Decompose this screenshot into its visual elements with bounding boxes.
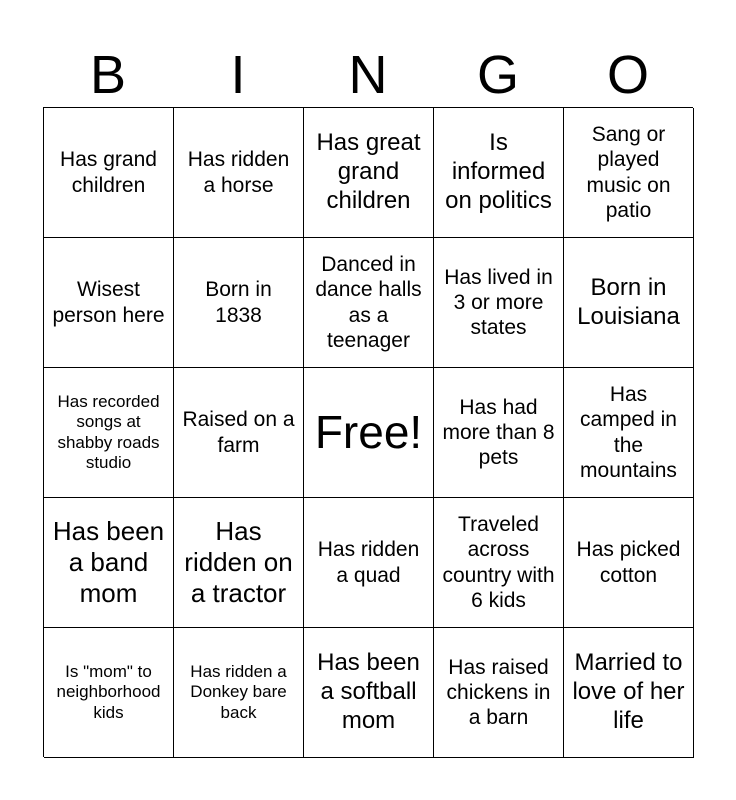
cell-text: Has picked cotton: [576, 538, 681, 587]
bingo-cell-i3[interactable]: [174, 368, 304, 498]
cell-text: Is informed on politics: [445, 129, 552, 214]
bingo-cell-g3[interactable]: [434, 368, 564, 498]
cell-text: Danced in dance halls as a teenager: [315, 253, 422, 352]
cell-text: Married to love of her life: [572, 649, 685, 734]
cell-text: Has recorded songs at shabby roads studio: [57, 391, 160, 472]
cell-text: Has ridden a quad: [317, 538, 420, 587]
cell-text: Is "mom" to neighborhood kids: [56, 661, 161, 722]
bingo-cell-i5[interactable]: [174, 628, 304, 758]
cell-text: Has grand children: [60, 148, 157, 197]
cell-text: Traveled across country with 6 kids: [442, 513, 555, 612]
cell-text: Has been a softball mom: [317, 649, 420, 734]
bingo-cell-i2[interactable]: [174, 238, 304, 368]
bingo-cell-i1[interactable]: [174, 108, 304, 238]
cell-text: Has raised chickens in a barn: [446, 655, 551, 730]
cell-text: Wisest person here: [52, 278, 165, 327]
cell-text: Has had more than 8 pets: [442, 395, 555, 470]
header-letter-b: B: [89, 45, 127, 105]
cell-text: Sang or played music on patio: [586, 123, 671, 222]
header-letter-n: N: [348, 45, 388, 105]
cell-text: Born in Louisiana: [577, 273, 680, 330]
cell-text: Born in 1838: [205, 278, 272, 327]
bingo-cell-n1[interactable]: [304, 108, 434, 238]
bingo-cell-b3[interactable]: [44, 368, 174, 498]
bingo-board: [43, 107, 693, 757]
bingo-cell-o4[interactable]: [564, 498, 694, 628]
bingo-cell-n5[interactable]: [304, 628, 434, 758]
bingo-cell-free[interactable]: [304, 368, 434, 498]
bingo-cell-n4[interactable]: [304, 498, 434, 628]
bingo-cell-g4[interactable]: [434, 498, 564, 628]
bingo-cell-g5[interactable]: [434, 628, 564, 758]
bingo-cell-o1[interactable]: [564, 108, 694, 238]
cell-text: Raised on a farm: [182, 408, 295, 457]
bingo-cell-b2[interactable]: [44, 238, 174, 368]
cell-text: Has ridden on a tractor: [184, 515, 293, 609]
bingo-cell-i4[interactable]: [174, 498, 304, 628]
bingo-cell-b5[interactable]: [44, 628, 174, 758]
free-space-text: Free!: [314, 405, 423, 458]
cell-text: Has great grand children: [316, 129, 421, 214]
cell-text: Has been a band mom: [52, 515, 165, 609]
bingo-cell-n2[interactable]: [304, 238, 434, 368]
cell-text: Has lived in 3 or more states: [444, 265, 553, 340]
header-letter-o: O: [606, 45, 649, 105]
bingo-cell-b1[interactable]: [44, 108, 174, 238]
bingo-cell-g2[interactable]: [434, 238, 564, 368]
bingo-cell-o3[interactable]: [564, 368, 694, 498]
header-letter-i: I: [230, 45, 246, 105]
cell-text: Has ridden a horse: [187, 148, 290, 197]
bingo-cell-o5[interactable]: [564, 628, 694, 758]
cell-text: Has ridden a Donkey bare back: [190, 661, 287, 722]
header-letter-g: G: [476, 45, 519, 105]
bingo-cell-g1[interactable]: [434, 108, 564, 238]
bingo-cell-b4[interactable]: [44, 498, 174, 628]
cell-text: Has camped in the mountains: [580, 383, 677, 482]
bingo-cell-o2[interactable]: [564, 238, 694, 368]
bingo-header: [43, 42, 693, 108]
